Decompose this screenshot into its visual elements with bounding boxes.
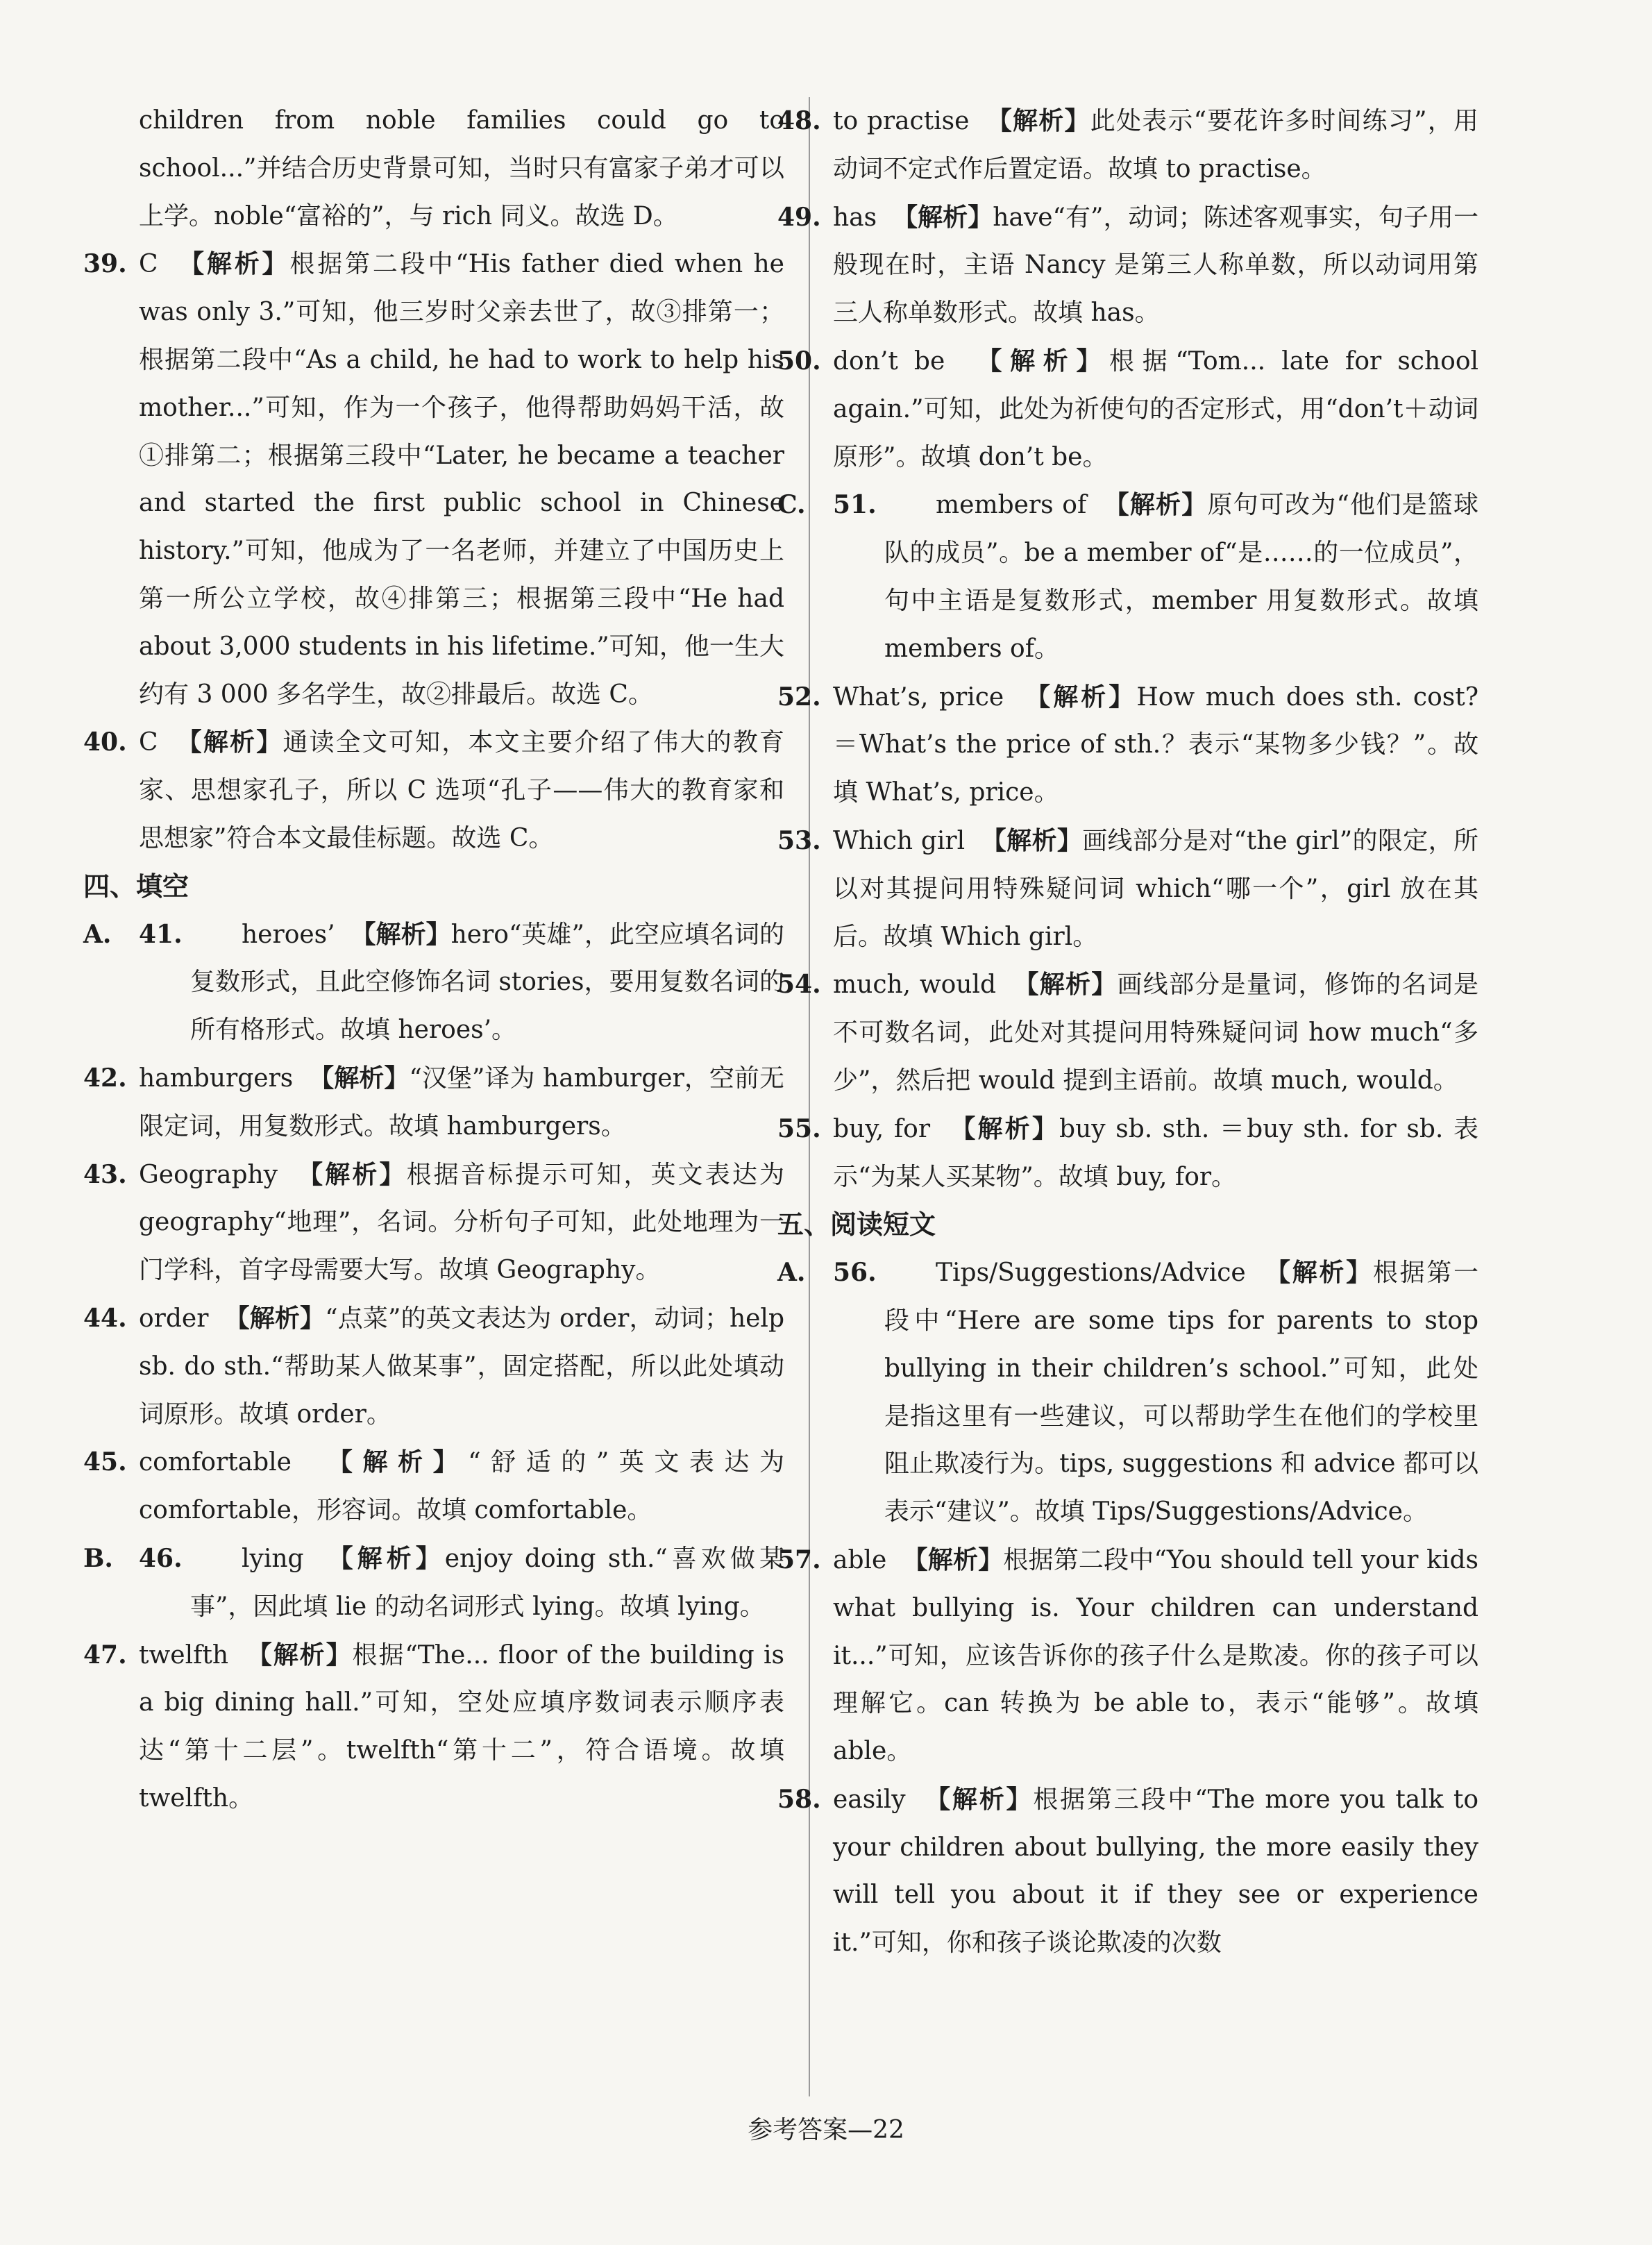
answer-item: 52. What’s, price 【解析】How much does sth. cost? ＝What’s the price of sth.？表示“某物多少钱？”。故填 What’s, price。	[833, 673, 1478, 817]
left-column	[83, 97, 784, 1823]
answer-item: 58. easily 【解析】根据第三段中“The more you talk to your children about bullying, the more easily they will tell you about it if they see or experience it.”可知，你和孩子谈论欺凌的次数	[833, 1776, 1478, 1967]
answer-item: 40. C 【解析】通读全文可知，本文主要介绍了伟大的教育家、思想家孔子，所以 C 选项“孔子——伟大的教育家和思想家”符合本文最佳标题。故选 C。	[139, 718, 784, 862]
answer-item: A. 56. Tips/Suggestions/Advice 【解析】根据第一段中“Here are some tips for parents to stop bullying in their children’s school.”可知，此处是指这里有一些建议，可以帮助学生在他们的学校里阻止欺凌行为。tips, suggestions 和 advice 都可以表示“建议”。故填 Tips/Suggestions/Advice。	[833, 1249, 1478, 1536]
answer-item: 55. buy, for 【解析】buy sb. sth. ＝buy sth. for sb. 表示“为某人买某物”。故填 buy, for。	[833, 1105, 1478, 1202]
answer-item: 53. Which girl 【解析】画线部分是对“the girl”的限定，所以对其提问用特殊疑问词 which“哪一个”，girl 放在其后。故填 Which girl。	[833, 817, 1478, 961]
continuation-text: children from noble families could go to school...”并结合历史背景可知，当时只有富家子弟才可以上学。noble“富裕的”，与 rich 同义。故选 D。	[139, 106, 784, 230]
item-number: 53.	[777, 825, 821, 855]
group-label: A.	[777, 1258, 806, 1288]
item-number: 55.	[777, 1113, 821, 1143]
item-number: 49.	[777, 202, 821, 232]
item-number: 57.	[777, 1545, 821, 1574]
item-number: 45.	[83, 1447, 127, 1477]
item-number: 47.	[83, 1640, 127, 1670]
item-number: 43.	[83, 1159, 127, 1189]
answer-item: A. 41. heroes’ 【解析】hero“英雄”，此空应填名词的复数形式，且此空修饰名词 stories，要用复数名词的所有格形式。故填 heroes’。	[139, 911, 784, 1054]
answer-item: 42. hamburgers 【解析】“汉堡”译为 hamburger，空前无限定词，用复数形式。故填 hamburgers。	[139, 1054, 784, 1151]
item-number: 42.	[83, 1063, 127, 1093]
answer-item: 54. much, would 【解析】画线部分是量词，修饰的名词是不可数名词，此处对其提问用特殊疑问词 how much“多少”，然后把 would 提到主语前。故填 much, would。	[833, 961, 1478, 1104]
item-number: 56.	[833, 1258, 877, 1288]
right-column	[777, 97, 1479, 1967]
item-number: 41.	[139, 919, 183, 949]
group-label: C.	[777, 490, 806, 520]
answer-item: B. 46. lying 【解析】enjoy doing sth.“喜欢做某事”，因此填 lie 的动名词形式 lying。故填 lying。	[139, 1535, 784, 1631]
item-number: 39.	[83, 249, 127, 279]
answer-item: 49. has 【解析】have“有”，动词；陈述客观事实，句子用一般现在时，主语 Nancy 是第三人称单数，所以动词用第三人称单数形式。故填 has。	[833, 194, 1478, 337]
section-heading: 四、填空	[83, 870, 189, 902]
item-number: 51.	[833, 490, 877, 520]
answer-item: 57. able 【解析】根据第二段中“You should tell your kids what bullying is. Your children can understand it...”可知，应该告诉你的孩子什么是欺凌。你的孩子可以理解它。can 转换为 be able to，表示“能够”。故填 able。	[833, 1536, 1478, 1776]
item-number: 50.	[777, 346, 821, 376]
answer-item: 50. don’t be 【解析】根据“Tom... late for school again.”可知，此处为祈使句的否定形式，用“don’t＋动词原形”。故填 don’t be。	[833, 337, 1478, 481]
answer-item: 44. order 【解析】“点菜”的英文表达为 order，动词；help sb. do sth.“帮助某人做某事”，固定搭配，所以此处填动词原形。故填 order。	[139, 1295, 784, 1438]
answer-item: 48. to practise 【解析】此处表示“要花许多时间练习”，用动词不定式作后置定语。故填 to practise。	[833, 97, 1478, 194]
item-number: 44.	[83, 1303, 127, 1333]
item-number: 54.	[777, 970, 821, 1000]
page-footer: 参考答案—22	[748, 2116, 904, 2144]
answer-item: 39. C 【解析】根据第二段中“His father died when he was only 3.”可知，他三岁时父亲去世了，故③排第一；根据第二段中“As a child, he had to work to help his mother...”可知，作为一个孩子，他得帮助妈妈干活，故①排第二；根据第三段中“Later, he became a teacher and started the first public school in Chinese history.”可知，他成为了一名老师，并建立了中国历史上第一所公立学校，故④排第三；根据第三段中“He had about 3,000 students in his lifetime.”可知，他一生大约有 3 000 多名学生，故②排最后。故选 C。	[139, 240, 784, 718]
answer-item: 45. comfortable 【解析】“舒适的”英文表达为 comfortable，形容词。故填 comfortable。	[139, 1438, 784, 1535]
item-number: 58.	[777, 1784, 821, 1814]
item-number: 48.	[777, 106, 821, 135]
item-number: 52.	[777, 682, 821, 712]
answer-item: 47. twelfth 【解析】根据“The... floor of the building is a big dining hall.”可知，空处应填序数词表示顺序表达“第十二层”。twelfth“第十二”，符合语境。故填 twelfth。	[139, 1631, 784, 1823]
answer-item: 43. Geography 【解析】根据音标提示可知，英文表达为 geography“地理”，名词。分析句子可知，此处地理为一门学科，首字母需要大写。故填 Geography。	[139, 1151, 784, 1295]
group-label: B.	[83, 1543, 113, 1573]
item-number: 46.	[139, 1543, 183, 1573]
section-heading: 五、阅读短文	[777, 1209, 936, 1241]
item-number: 40.	[83, 728, 127, 757]
answer-item: C. 51. members of 【解析】原句可改为“他们是篮球队的成员”。be a member of“是……的一位成员”，句中主语是复数形式，member 用复数形式。故填 members of。	[833, 481, 1478, 673]
group-label: A.	[83, 919, 112, 949]
